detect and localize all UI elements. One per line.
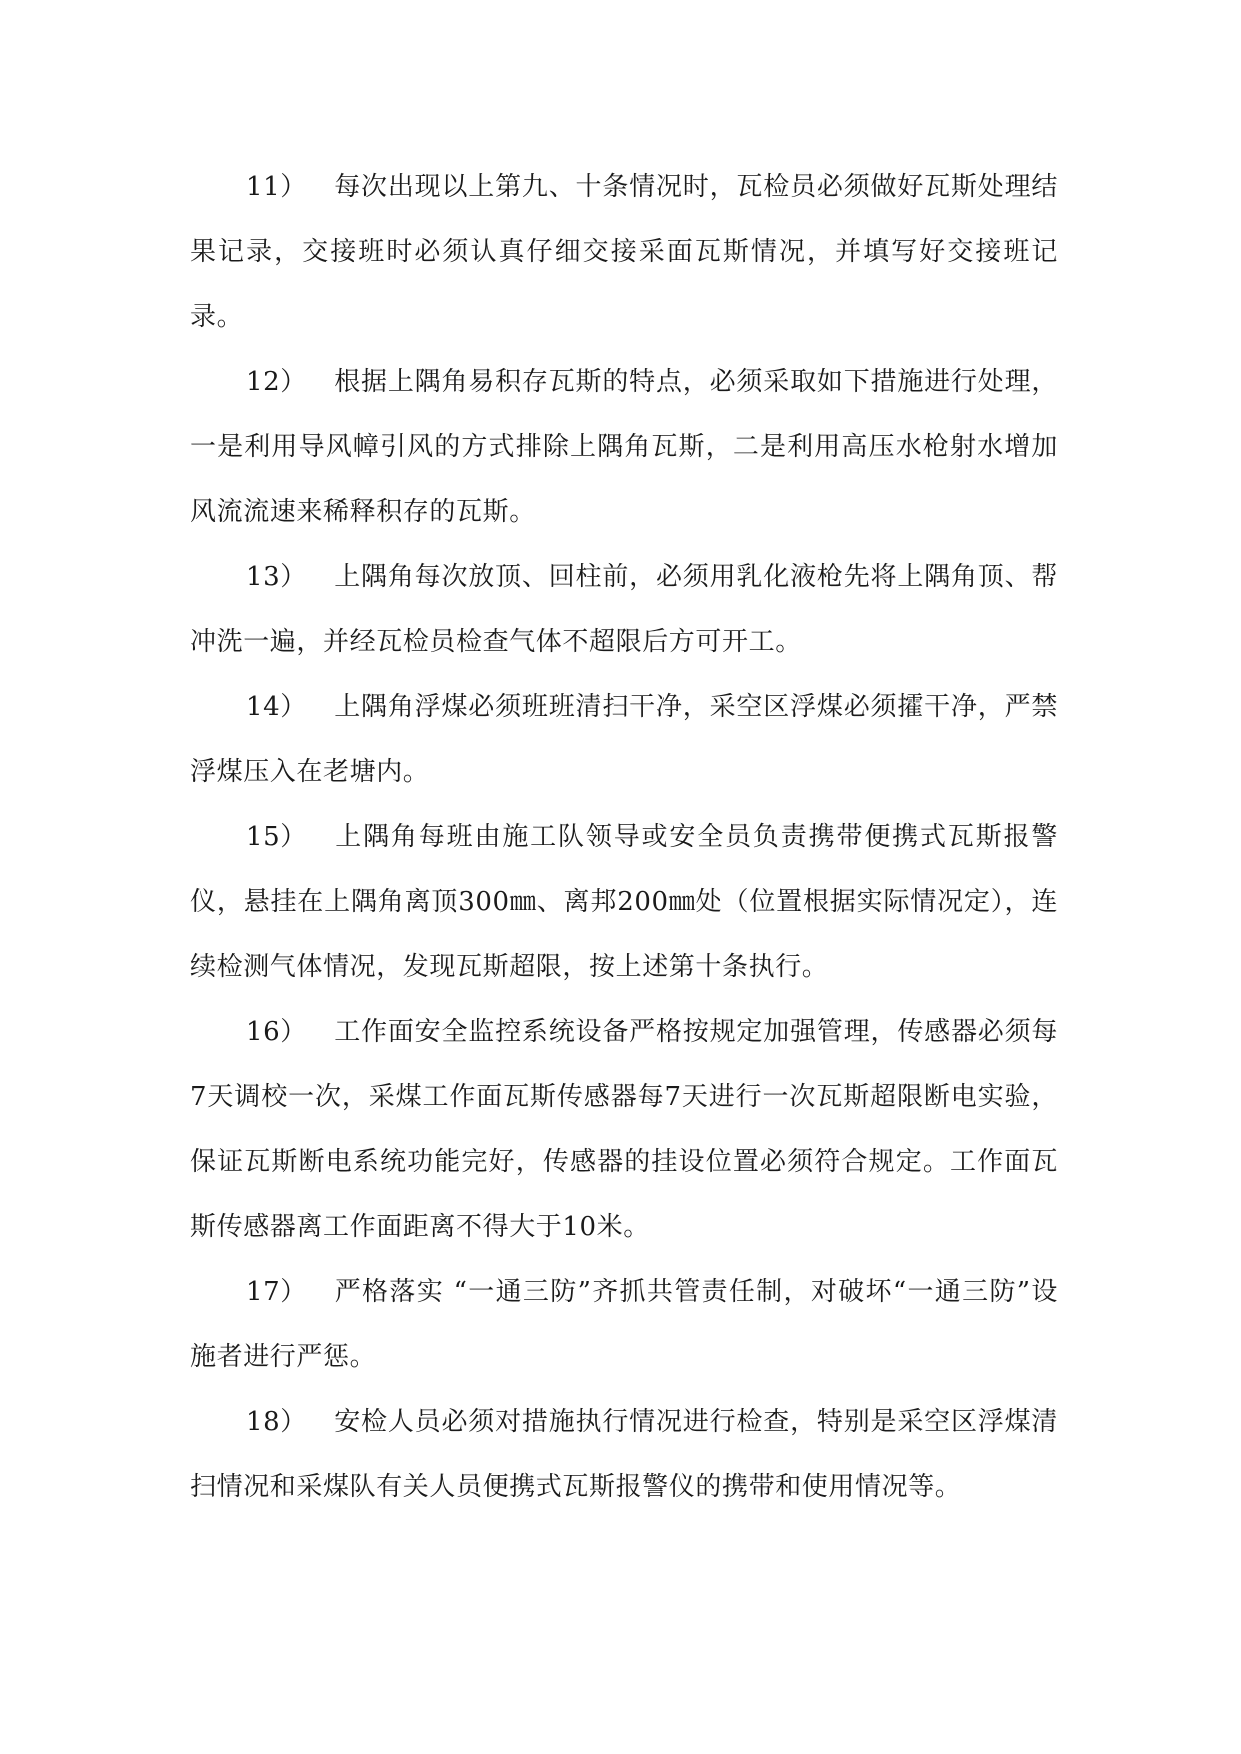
measures-list xyxy=(190,155,1058,1520)
item-text: 根据上隅角易积存瓦斯的特点，必须采取如下措施进行处理，一是利用导风幛引风的方式排除上隅角瓦斯，二是利用高压水枪射水增加风流流速来稀释积存的瓦斯。 xyxy=(190,367,1058,527)
item-text: 严格落实 “一通三防”齐抓共管责任制，对破坏“一通三防”设施者进行严惩。 xyxy=(190,1277,1058,1372)
item-number: 15） xyxy=(246,822,307,852)
list-item xyxy=(190,545,1058,675)
item-text: 上隅角每班由施工队领导或安全员负责携带便携式瓦斯报警仪，悬挂在上隅角离顶300㎜、离邦200㎜处（位置根据实际情况定），连续检测气体情况，发现瓦斯超限，按上述第十条执行。 xyxy=(190,822,1058,982)
item-text: 上隅角浮煤必须班班清扫干净，采空区浮煤必须攉干净，严禁浮煤压入在老塘内。 xyxy=(190,692,1058,787)
item-text: 上隅角每次放顶、回柱前，必须用乳化液枪先将上隅角顶、帮冲洗一遍，并经瓦检员检查气体不超限后方可开工。 xyxy=(190,562,1058,657)
list-item xyxy=(190,805,1058,1000)
item-number: 14） xyxy=(246,692,307,722)
item-text: 安检人员必须对措施执行情况进行检查，特别是采空区浮煤清扫情况和采煤队有关人员便携式瓦斯报警仪的携带和使用情况等。 xyxy=(190,1407,1058,1502)
list-item xyxy=(190,1000,1058,1260)
item-text: 每次出现以上第九、十条情况时，瓦检员必须做好瓦斯处理结果记录，交接班时必须认真仔细交接采面瓦斯情况，并填写好交接班记录。 xyxy=(190,172,1058,332)
item-text: 工作面安全监控系统设备严格按规定加强管理，传感器必须每7天调校一次，采煤工作面瓦斯传感器每7天进行一次瓦斯超限断电实验，保证瓦斯断电系统功能完好，传感器的挂设位置必须符合规定。工作面瓦斯传感器离工作面距离不得大于10米。 xyxy=(190,1017,1058,1242)
item-number: 11） xyxy=(246,172,307,202)
item-number: 18） xyxy=(246,1407,307,1437)
item-number: 16） xyxy=(246,1017,307,1047)
item-number: 13） xyxy=(246,562,307,592)
list-item xyxy=(190,1390,1058,1520)
list-item xyxy=(190,1260,1058,1390)
item-number: 12） xyxy=(246,367,307,397)
list-item xyxy=(190,675,1058,805)
list-item xyxy=(190,350,1058,545)
list-item xyxy=(190,155,1058,350)
item-number: 17） xyxy=(246,1277,307,1307)
